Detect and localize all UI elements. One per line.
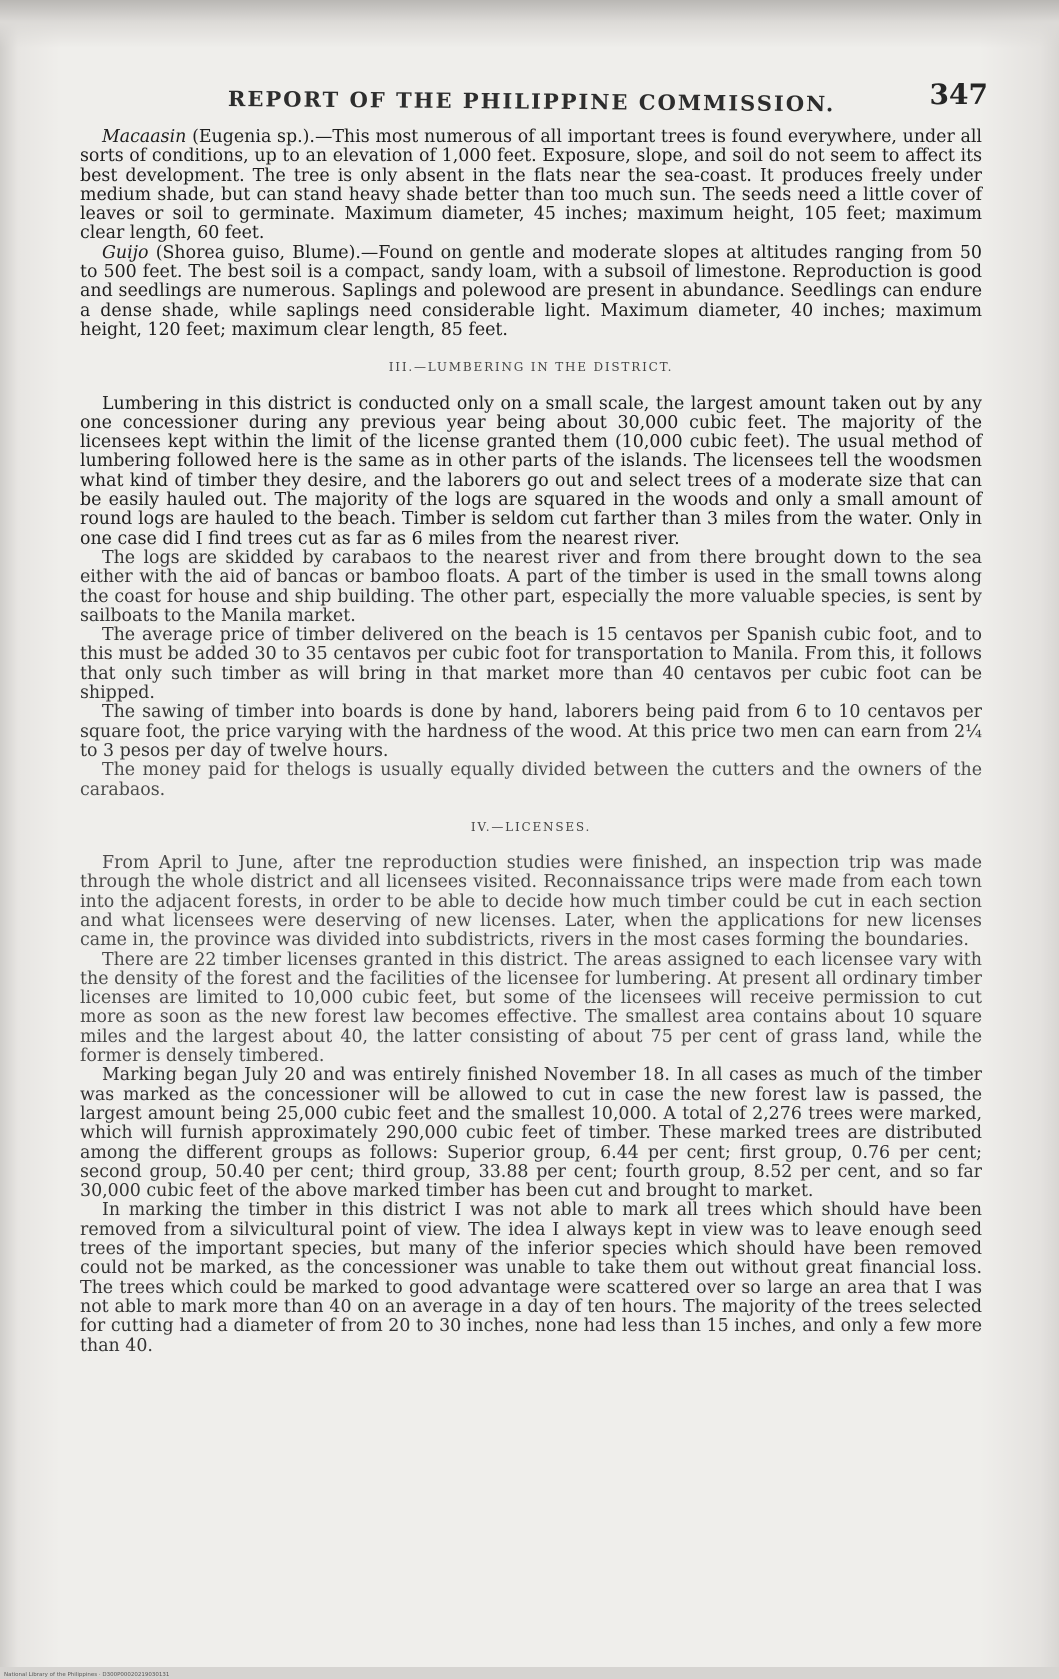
species-paragraph-macaasin bbox=[80, 128, 982, 244]
species-name-guijo: Guijo bbox=[102, 242, 149, 263]
paragraph: In marking the timber in this district I was not able to mark all trees which should have been removed from a silvicultural point of view. The idea I always kept in view was to leave enough seed trees of the important species, but many of the inferior species which should have been removed could not be marked, as the concessioner was unable to take them out without great financial loss. The trees which could be marked to good advantage were scattered over so large an area that I was not able to mark more than 40 on an average in a day of ten hours. The majority of the trees selected for cutting had a diameter of from 20 to 30 inches, none had less than 15 inches, and only a few more than 40. bbox=[80, 1200, 982, 1356]
running-head: REPORT OF THE PHILIPPINE COMMISSION. bbox=[227, 86, 836, 117]
paragraph: The logs are skidded by carabaos to the nearest river and from there brought down to the sea either with the aid of bancas or bamboo floats. A part of the timber is used in the small towns along the coast for house and ship building. The other part, especially the more valuable species, is sent by sailboats to the Manila market. bbox=[80, 547, 982, 626]
paragraph: From April to June, after tne reproduction studies were finished, an inspection trip was made through the whole district and all licensees visited. Reconnaissance trips were made from each town into the adjacent forests, in order to be able to decide how much timber could be cut in each section and what licensees were deserving of new licenses. Later, when the applications for new licenses came in, the province was divided into subdistricts, rivers in the most cases forming the boundaries. bbox=[80, 853, 982, 951]
paragraph: The money paid for thelogs is usually equally divided between the cutters and the owners of the carabaos. bbox=[80, 760, 982, 800]
scan-shadow bbox=[0, 0, 1059, 48]
footer-strip bbox=[0, 1667, 1059, 1679]
page-number: 347 bbox=[929, 78, 988, 111]
species-text-guijo: (Shorea guiso, Blume).—Found on gentle and moderate slopes at altitudes ranging from 50 to 500 feet. The best soil is a compact, sandy loam, with a subsoil of limestone. Reproduction is good and seedlings are numerous. Saplings and polewood are present in abundance. Seedlings can endure a dense shade, while saplings need considerable light. Maximum diameter, 40 inches; maximum height, 120 feet; maximum clear length, 85 feet. bbox=[80, 242, 982, 340]
page-header bbox=[228, 78, 988, 118]
library-credit: National Library of the Philippines · D300P00020219030131 bbox=[4, 1672, 170, 1678]
species-paragraph-guijo bbox=[80, 244, 982, 340]
paragraph: The sawing of timber into boards is done by hand, laborers being paid from 6 to 10 centavos per square foot, the price varying with the hardness of the wood. At this price two men can earn from 2¼ to 3 pesos per day of twelve hours. bbox=[80, 702, 982, 761]
species-text-macaasin: (Eugenia sp.).—This most numerous of all important trees is found everywhere, under all sorts of conditions, up to an elevation of 1,000 feet. Exposure, slope, and soil do not seem to affect its best development. The tree is only absent in the flats near the sea-coast. It produces freely under medium shade, but can stand heavy shade better than too much sun. The seeds need a little cover of leaves or soil to germinate. Maximum diameter, 45 inches; maximum height, 105 feet; maximum clear length, 60 feet. bbox=[80, 127, 982, 244]
paragraph: Marking began July 20 and was entirely finished November 18. In all cases as much of the timber was marked as the concessioner will be allowed to cut in case the new forest law is passed, the largest amount being 25,000 cubic feet and the smallest 10,000. A total of 2,276 trees were marked, which will furnish approximately 290,000 cubic feet of timber. These marked trees are distributed among the different groups as follows: Superior group, 6.44 per cent; first group, 0.76 per cent; second group, 50.40 per cent; third group, 33.88 per cent; fourth group, 8.52 per cent, and so far 30,000 cubic feet of the above marked timber has been cut and brought to market. bbox=[80, 1065, 982, 1202]
section-heading-lumbering: III.—LUMBERING IN THE DISTRICT. bbox=[388, 360, 674, 375]
paragraph: The average price of timber delivered on the beach is 15 centavos per Spanish cubic foot, and to this must be added 30 to 35 centavos per cubic foot for transportation to Manila. From this, it follows that only such timber as will bring in that market more than 40 centavos per cubic foot can be shipped. bbox=[80, 625, 982, 704]
section-heading-licenses: IV.—LICENSES. bbox=[470, 819, 592, 834]
paragraph: Lumbering in this district is conducted only on a small scale, the largest amount taken out by any one concessioner during any previous year being about 30,000 cubic feet. The majority of the licensees kept within the limit of the license granted them (10,000 cubic feet). The usual method of lumbering followed here is the same as in other parts of the islands. The licensees tell the woodsmen what kind of timber they desire, and the laborers go out and select trees of a moderate size that can be easily hauled out. The majority of the logs are squared in the woods and only a small amount of round logs are hauled to the beach. Timber is seldom cut farther than 3 miles from the water. Only in one case did I find trees cut as far as 6 miles from the nearest river. bbox=[80, 393, 982, 549]
body-text bbox=[80, 128, 982, 1356]
species-name-macaasin: Macaasin bbox=[102, 127, 187, 147]
paragraph: There are 22 timber licenses granted in this district. The areas assigned to each licensee vary with the density of the forest and the facilities of the licensee for lumbering. At present all ordinary timber licenses are limited to 10,000 cubic feet, but some of the licensees will receive permission to cut more as soon as the new forest law becomes effective. The smallest area contains about 10 square miles and the largest about 40, the latter consisting of about 75 per cent of grass land, while the former is densely timbered. bbox=[80, 949, 982, 1067]
